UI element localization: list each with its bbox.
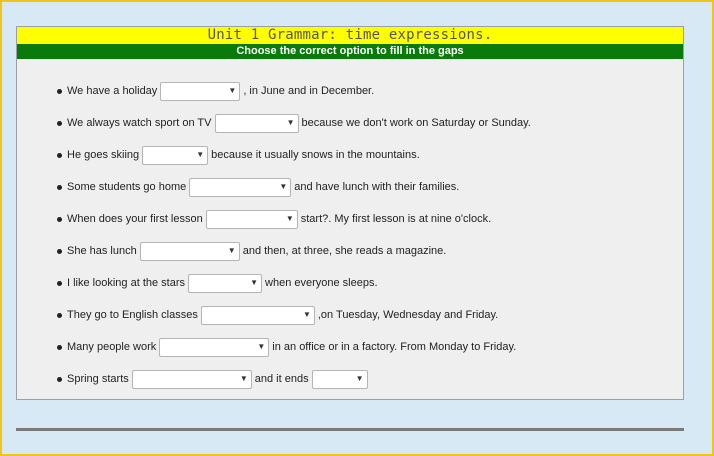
- bullet-icon: [57, 89, 62, 94]
- item-text-before: We have a holiday: [67, 85, 158, 97]
- chevron-down-icon: ▼: [196, 149, 205, 159]
- chevron-down-icon: ▼: [257, 341, 266, 351]
- instructions-banner: Choose the correct option to fill in the gaps: [17, 44, 683, 59]
- answer-select[interactable]: [132, 370, 252, 389]
- exercise-item: [57, 304, 498, 326]
- exercise-item: [57, 208, 491, 230]
- item-text-after: in an office or in a factory. From Monday to Friday.: [272, 341, 517, 353]
- chevron-down-icon: ▼: [285, 213, 294, 223]
- chevron-down-icon: ▼: [250, 277, 259, 287]
- divider: [16, 428, 684, 431]
- item-text-before: Some students go home: [67, 181, 187, 193]
- answer-select[interactable]: [140, 242, 240, 261]
- answer-select[interactable]: [188, 274, 262, 293]
- answer-select[interactable]: [142, 146, 208, 165]
- answer-select[interactable]: [189, 178, 291, 197]
- chevron-down-icon: ▼: [302, 309, 311, 319]
- exercise-item: [57, 112, 531, 134]
- item-text-after: because it usually snows in the mountains.: [211, 149, 420, 161]
- bullet-icon: [57, 345, 62, 350]
- chevron-down-icon: ▼: [228, 85, 237, 95]
- answer-select[interactable]: [206, 210, 298, 229]
- chevron-down-icon: ▼: [227, 245, 236, 255]
- exercise-panel: [16, 26, 684, 400]
- answer-select-second[interactable]: [312, 370, 368, 389]
- item-text-after: and then, at three, she reads a magazine.: [242, 245, 447, 257]
- item-text-after: because we don't work on Saturday or Sunday.: [301, 117, 531, 129]
- item-text-before: She has lunch: [67, 245, 137, 257]
- bullet-icon: [57, 249, 62, 254]
- chevron-down-icon: ▼: [279, 181, 288, 191]
- item-text-after: when everyone sleeps.: [265, 277, 378, 289]
- item-text-after: ,on Tuesday, Wednesday and Friday.: [317, 309, 499, 321]
- item-text-before: We always watch sport on TV: [67, 117, 212, 129]
- exercise-item: [57, 176, 459, 198]
- exercise-item: [57, 144, 420, 166]
- exercise-item: [57, 368, 371, 390]
- exercise-item: [57, 80, 374, 102]
- item-text-before: They go to English classes: [67, 309, 198, 321]
- answer-select[interactable]: [160, 82, 240, 101]
- item-text-before: I like looking at the stars: [67, 277, 186, 289]
- bullet-icon: [57, 217, 62, 222]
- answer-select[interactable]: [159, 338, 269, 357]
- bullet-icon: [57, 281, 62, 286]
- item-text-after: , in June and in December.: [243, 85, 375, 97]
- exercise-item: [57, 336, 516, 358]
- exercise-item: [57, 240, 446, 262]
- chevron-down-icon: ▼: [355, 373, 364, 383]
- exercise-item: [57, 272, 378, 294]
- item-text-before: Spring starts: [67, 373, 129, 385]
- item-text-before: Many people work: [67, 341, 157, 353]
- bullet-icon: [57, 377, 62, 382]
- chevron-down-icon: ▼: [239, 373, 248, 383]
- item-text-before: He goes skiing: [67, 149, 140, 161]
- answer-select[interactable]: [215, 114, 299, 133]
- item-text-after: start?. My first lesson is at nine o'clock.: [300, 213, 492, 225]
- item-text-after: and have lunch with their families.: [294, 181, 460, 193]
- chevron-down-icon: ▼: [286, 117, 295, 127]
- bullet-icon: [57, 185, 62, 190]
- item-text-before: When does your first lesson: [67, 213, 203, 225]
- bullet-icon: [57, 153, 62, 158]
- item-text-after: and it ends: [254, 373, 309, 385]
- answer-select[interactable]: [201, 306, 315, 325]
- page-title: Unit 1 Grammar: time expressions.: [17, 27, 683, 44]
- bullet-icon: [57, 121, 62, 126]
- bullet-icon: [57, 313, 62, 318]
